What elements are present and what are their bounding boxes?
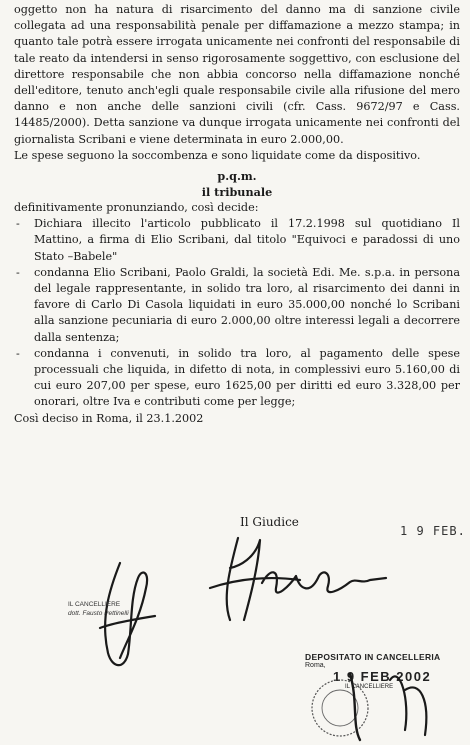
deposit-signature xyxy=(380,660,450,740)
paragraph-costs: Le spese seguono la soccombenza e sono liquidate come da dispositivo. xyxy=(14,148,421,162)
list-dash: - xyxy=(16,346,20,360)
deposit-stamp-date: 1 9 FEB 2002 xyxy=(333,669,432,684)
document-body xyxy=(14,2,460,427)
decision-item xyxy=(14,216,460,265)
court-seal xyxy=(300,670,390,742)
heading-pqm: p.q.m. xyxy=(217,169,257,184)
closing-line: Così deciso in Roma, il 23.1.2002 xyxy=(14,411,204,425)
decision-text: condanna Elio Scribani, Paolo Graldi, la società Edi. Me. s.p.a. in persona del legale rappresentante, in solido tra loro, al risarcimento dei danni in favore di Carlo Di Casola liquidati in euro 35.000,00 nonché lo Scribani alla sanzione pecuniaria di euro 2.000,00 oltre interessi legali a decorrere dalla sentenza; xyxy=(34,265,460,344)
deposit-stamp-sub: IL CANCELLIERE xyxy=(345,684,394,690)
deposit-stamp-place: Roma, xyxy=(305,662,326,669)
stamp-line-name: dott. Fausto Pettinelli xyxy=(68,610,129,617)
list-dash: - xyxy=(16,217,20,231)
decision-item xyxy=(14,265,460,346)
decision-intro: definitivamente pronunziando, così decide: xyxy=(14,201,259,215)
decision-text: condanna i convenuti, in solido tra loro, al pagamento delle spese processuali che liquida, in difetto di nota, in complessivi euro 5.160,00 di cui euro 207,00 per spese, euro 1625,00 per diritti ed euro 3.328,00 per onorari, oltre Iva e contributi come per legge; xyxy=(34,346,460,409)
judge-signature xyxy=(200,528,390,628)
deposit-stamp-title: DEPOSITATO IN CANCELLERIA xyxy=(305,652,441,662)
decision-text: Dichiara illecito l'articolo pubblicato il 17.2.1998 sul quotidiano Il Mattino, a firma di Elio Scribani, dal titolo "Equivoci e paradossi di uno Stato –Babele" xyxy=(34,217,460,263)
paragraph-damages: oggetto non ha natura di risarcimento del danno ma di sanzione civile collegata ad una responsabilità penale per diffamazione a mezzo stampa; in quanto tale potrà essere irrogata unicamente nei confronti del responsabile di tale reato da intendersi in senso rigorosamente soggettivo, con esclusione del direttore responsabile che non abbia concorso nella diffamazione nonché dell'editore, tenuto anch'egli quale responsabile civile alla rifusione del mero danno e non anche delle sanzioni civili (cfr. Cass. 9672/97 e Cass. 14485/2000). Detta sanzione va dunque irrogata unicamente nei confronti del giornalista Scribani e viene determinata in euro 2.000,00. xyxy=(14,3,460,146)
decision-item xyxy=(14,346,460,411)
list-dash: - xyxy=(16,265,20,279)
judge-label: Il Giudice xyxy=(240,515,299,529)
stamp-line-title: IL CANCELLIERE xyxy=(68,601,121,608)
heading-tribunal: il tribunale xyxy=(201,185,273,200)
decision-list xyxy=(14,216,460,410)
chancellor-stamp xyxy=(68,600,168,618)
received-date-stamp: 1 9 FEB. xyxy=(400,524,466,538)
chancellor-signature xyxy=(80,558,170,678)
